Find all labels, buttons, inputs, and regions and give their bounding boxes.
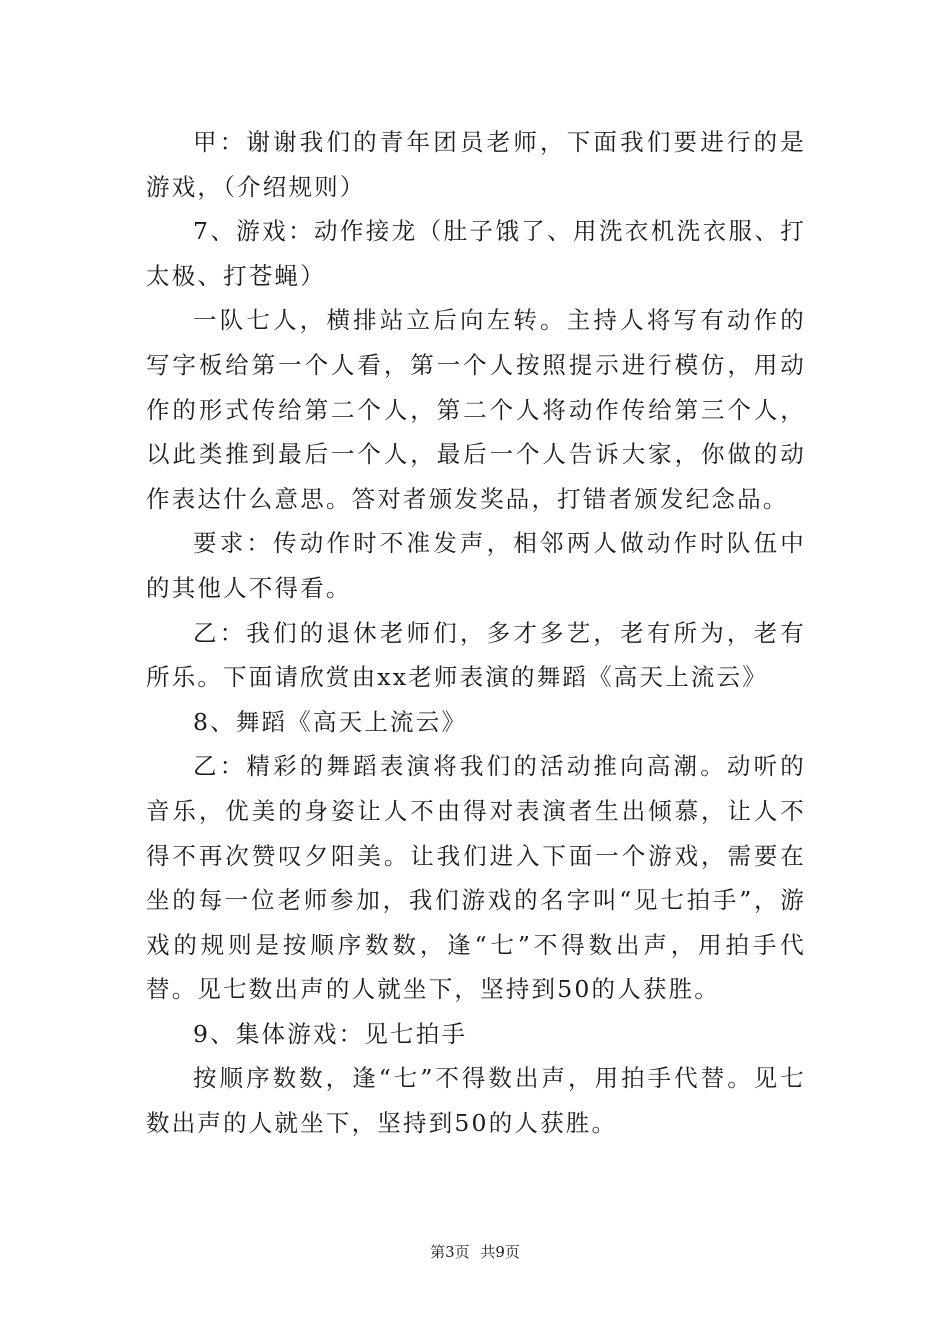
paragraph-item-7-game: 7、游戏：动作接龙（肚子饿了、用洗衣机洗衣服、打太极、打苍蝇） <box>146 217 806 290</box>
paragraph-item-8-dance: 8、舞蹈《高天上流云》 <box>193 707 468 736</box>
paragraph-host-jia-game-intro: 甲：谢谢我们的青年团员老师，下面我们要进行的是游戏，（介绍规则） <box>146 128 806 201</box>
document-body <box>146 120 806 1146</box>
paragraph-requirements: 要求：传动作时不准发声，相邻两人做动作时队伍中的其他人不得看。 <box>146 529 806 602</box>
paragraph-game-rules: 一队七人，横排站立后向左转。主持人将写有动作的写字板给第一个人看，第一个人按照提示进行模仿，用动作的形式传给第二个人，第二个人将动作传给第三个人，以此类推到最后一个人，最后一个人告诉大家，你做的动作表达什么意思。答对者颁发奖品，打错者颁发纪念品。 <box>146 306 806 513</box>
page-total: 共9页 <box>480 1243 520 1261</box>
page-number: 第3页 <box>430 1243 470 1261</box>
paragraph-host-yi-dance-intro: 乙：我们的退休老师们，多才多艺，老有所为，老有所乐。下面请欣赏由xx老师表演的舞蹈《高天上流云》 <box>146 618 806 692</box>
page-footer <box>0 1241 950 1263</box>
paragraph-host-yi-next-game: 乙：精彩的舞蹈表演将我们的活动推向高潮。动听的音乐，优美的身姿让人不由得对表演者生出倾慕，让人不得不再次赞叹夕阳美。让我们进入下面一个游戏，需要在坐的每一位老师参加，我们游戏的名字叫“见七拍手”，游戏的规则是按顺序数数，逢“七”不得数出声，用拍手代替。见七数出声的人就坐下，坚持到50的人获胜。 <box>146 752 806 1004</box>
paragraph-group-game-rules: 按顺序数数，逢“七”不得数出声，用拍手代替。见七数出声的人就坐下，坚持到50的人获胜。 <box>146 1064 806 1138</box>
paragraph-item-9-group-game: 9、集体游戏：见七拍手 <box>193 1019 468 1048</box>
